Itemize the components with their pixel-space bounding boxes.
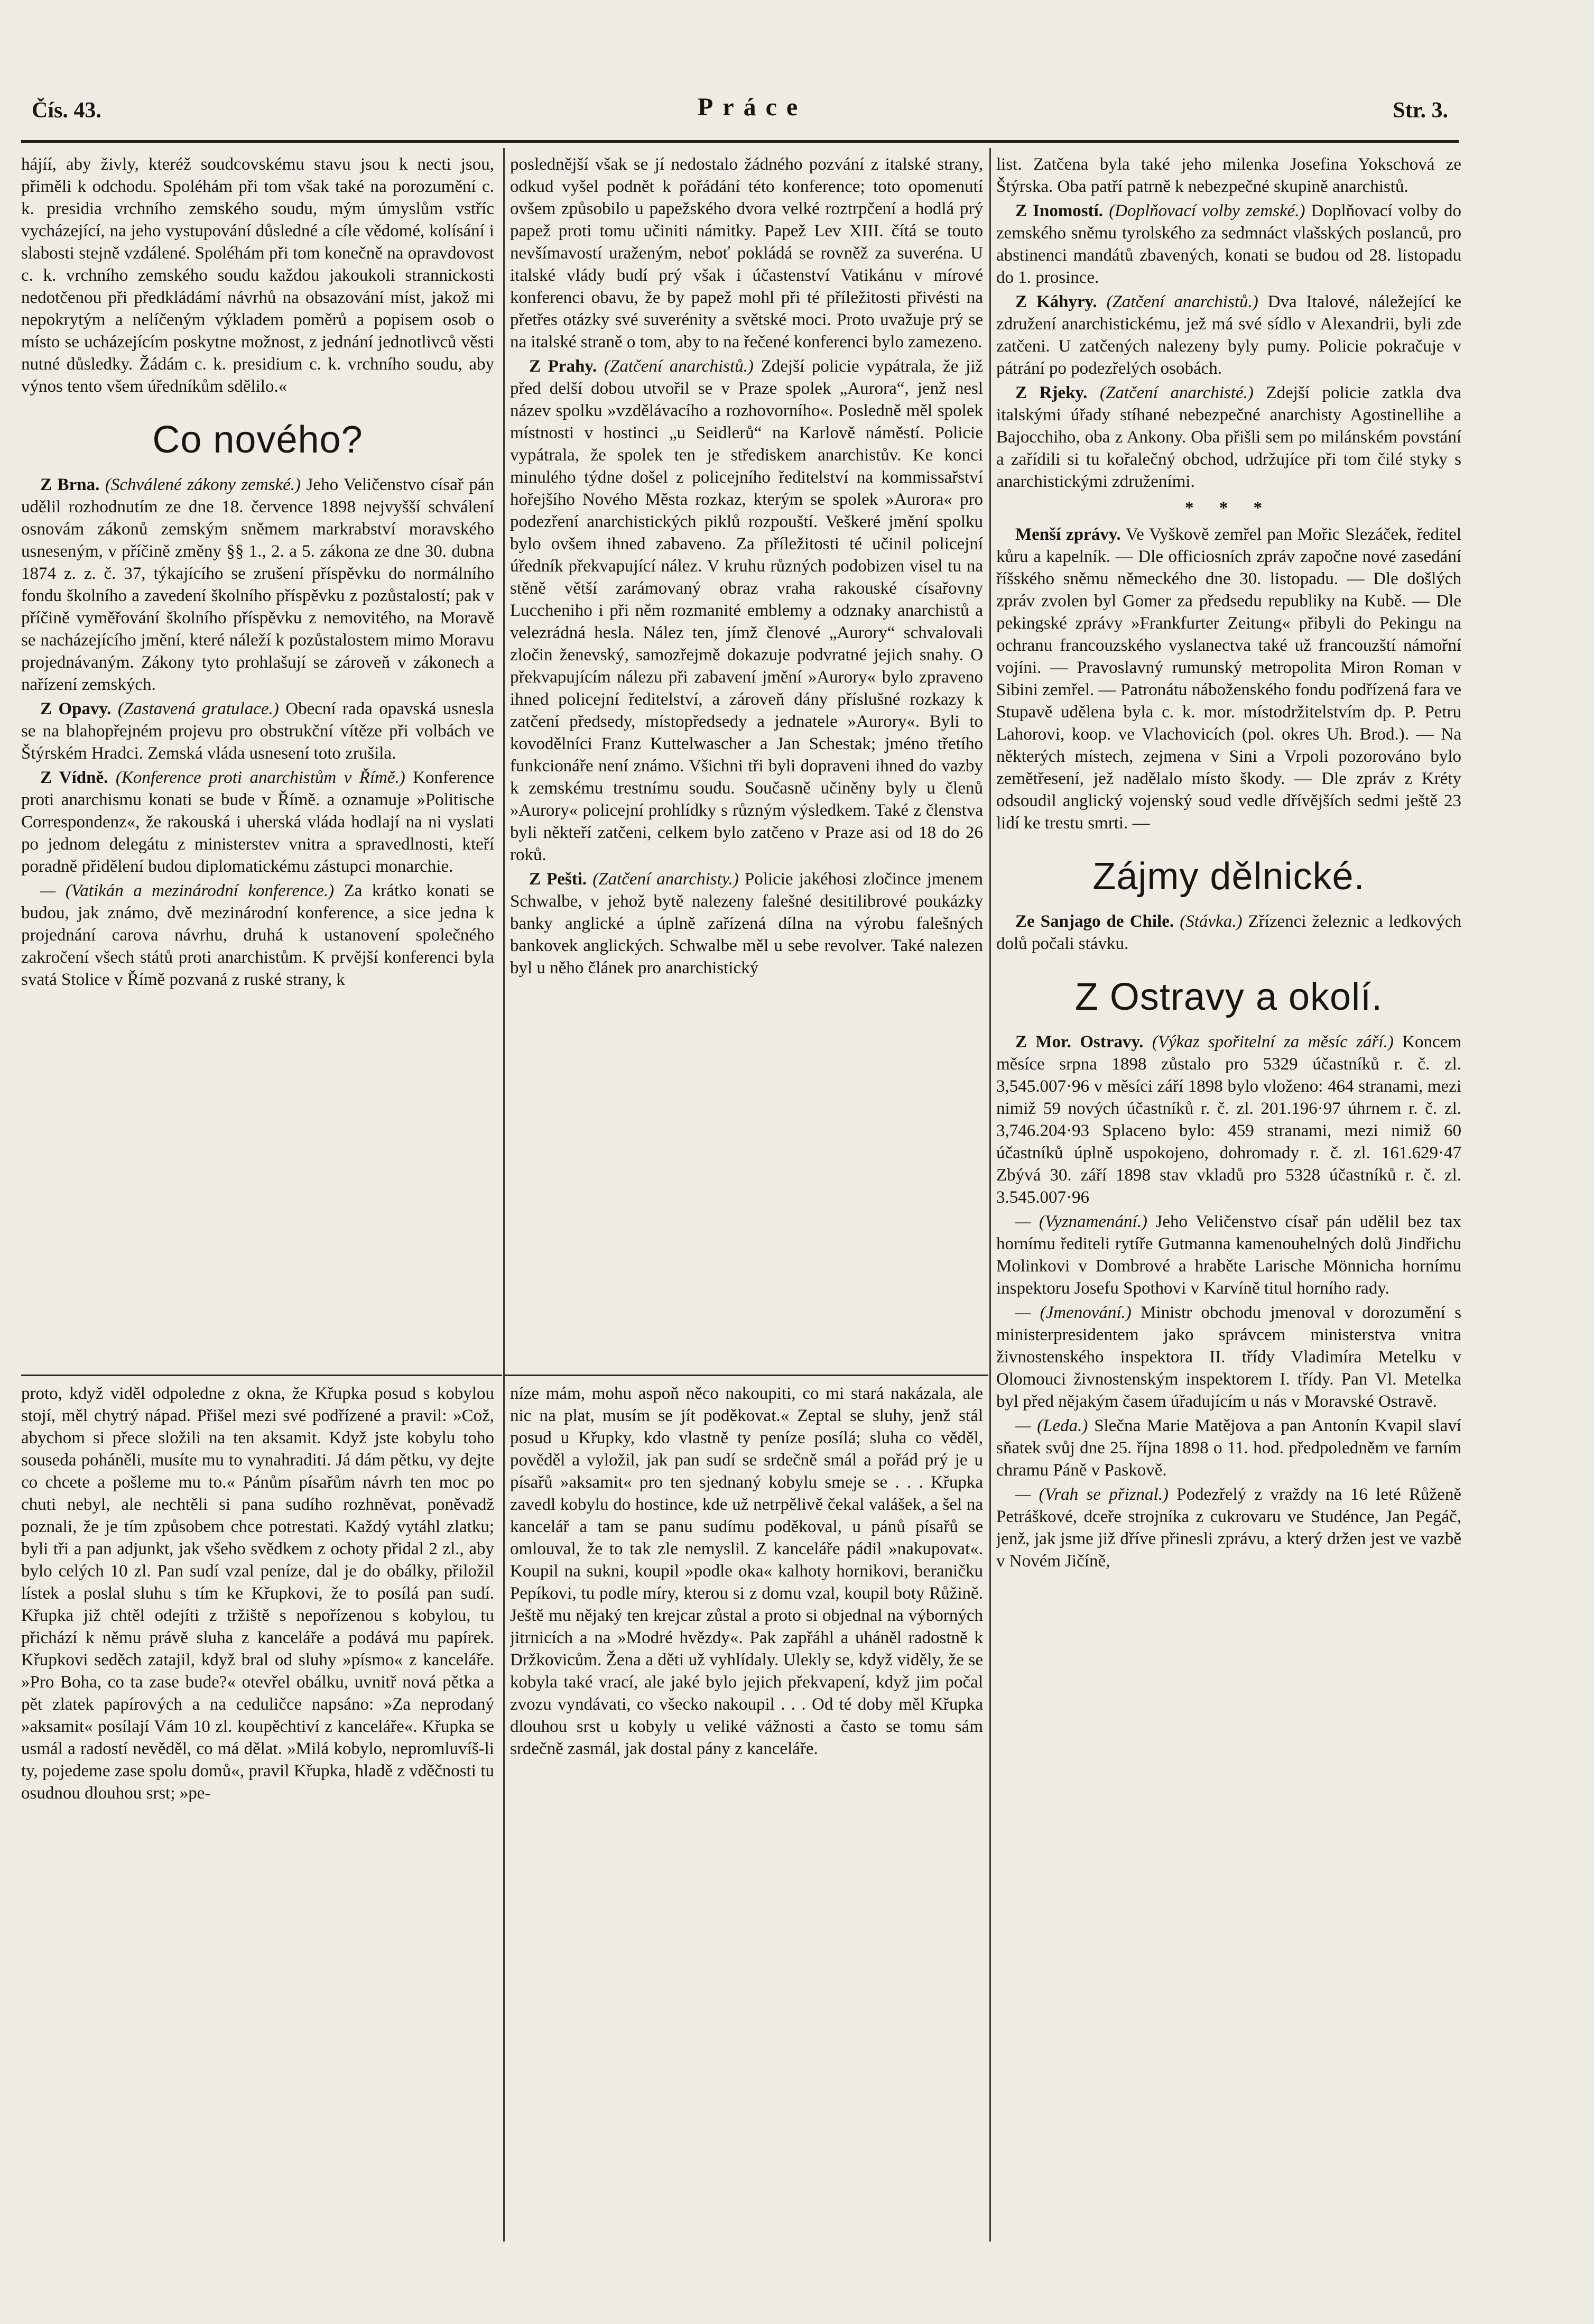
- news-text: Policie jakéhosi zločince jmenem Schwalbe, v jehož bytě nalezeny falešné desitilibrové poukázky banky anglické a úplně zařízená dílna na výrobu falešných bankovek anglických. Schwalbe měl u sebe revolver. Také nalezen byl u něho článek pro anarchistický: [510, 870, 983, 977]
- feuilleton-rule-1: [21, 1375, 502, 1376]
- page-number: Str. 3.: [1393, 98, 1448, 123]
- feuilleton-rule-2: [505, 1375, 988, 1376]
- news-text: Slečna Marie Matějova a pan Antonín Kvapil slaví sňatek svůj dne 25. října 1898 o 11. hod. předpoledněm ve farním chramu Páně v Paskově.: [996, 1416, 1461, 1480]
- news-item-vien: [21, 767, 494, 878]
- dateline: Z Rjeky.: [1015, 383, 1088, 402]
- rubric: (Konference proti anarchistům v Římě.): [115, 768, 405, 787]
- news-item-pest: [510, 868, 983, 979]
- column-2: [510, 153, 983, 1369]
- dateline: Ze Sanjago de Chile.: [1015, 912, 1174, 931]
- rubric: (Doplňovací volby zemské.): [1109, 201, 1305, 220]
- rubric: — (Vatikán a mezinárodní konference.): [40, 881, 335, 900]
- news-text: Podezřelý z vraždy na 16 leté Růženě Petráškové, dceře strojníka z cukrovaru ve Studénce, Jan Pegáč, jenž, jak jsme již dříve přinesli zprávu, a který držen jest ve vazbě v Novém Jičíně,: [996, 1485, 1461, 1571]
- rubric: (Schválené zákony zemské.): [105, 475, 301, 494]
- dateline: Z Mor. Ostravy.: [1015, 1032, 1144, 1052]
- news-text: Koncem měsíce srpna 1898 zůstalo pro 5329 účastníků r. č. zl. 3,545.007·96 v měsíci září 1898 bylo vloženo: 464 stranami, mezi nimiž 59 nových účastníků r. č. zl. 201.196·97 úhrnem r. č. zl. 3,746.204·93 Splaceno bylo: 459 stranami, mezi nimiž 60 účastníků úplně uspokojeno, dohromady r. č. zl. 161.629·47 Zbývá 30. září 1898 stav vkladů pro 5328 účastníků r. č. zl. 3.545.007·96: [996, 1032, 1461, 1207]
- dateline: Z Inomostí.: [1015, 201, 1104, 220]
- section-heading-ostrava: Z Ostravy a okolí.: [1074, 976, 1383, 1018]
- news-text: Doplňovací volby do zemského sněmu tyrolského za sedmnáct vlašských poslanců, pro abstinenci mandátů zbavených, konati se budou od 28. listopadu do 1. prosince.: [996, 201, 1461, 287]
- news-item-opava: [21, 698, 494, 764]
- news-item-vrah: [996, 1483, 1461, 1572]
- news-item-chile: [996, 910, 1461, 955]
- news-item-mensi: [996, 523, 1461, 834]
- column-1: [21, 153, 494, 1369]
- dateline: Z Vídně.: [40, 768, 108, 787]
- news-text: Obecní rada opavská usnesla se na blahopřejném projevu pro obstrukční vítěze při volbách ve Štýrském Hradci. Zemská vláda usnesení toto zrušila.: [21, 699, 494, 763]
- feuilleton-column-1: [21, 1382, 494, 2249]
- news-text: Ministr obchodu jmenoval v dorozumění s ministerpresidentem jako správcem ministerstva vnitra živnostenského inspektora II. třídy Vladimíra Metelku v Olomouci živnostenským inspektorem I. třídy. Pan Vl. Metelka byl před nějakým časem úřadujícím u nás v Moravské Ostravě.: [996, 1303, 1461, 1411]
- news-text: Ve Vyškově zemřel pan Mořic Slezáček, ředitel kůru a kapelník. — Dle officiosních zpráv započne nové zasedání říšského sněmu německého dne 30. listopadu. — Dle došlých zpráv zvolen byl Gomer za předsedu republiky na Kubě. — Dle pekingské zprávy »Frankfurter Zeitung« přibyli do Pekingu na ochranu francouzského vyslanectva také už francouzští námořní vojíni. — Pravoslavný rumunský metropolita Miron Roman v Sibini zemřel. — Patronátu náboženského fondu podřízená fara ve Stupavě udělena byla c. k. mor. místodržitelstvím dp. P. Petru Lahorovi, koop. ve Vlachovicích (pol. okres Uh. Brod.). — Na některých místech, zejmena v Sini a Vrpoli pozorováno bylo zemětřesení, jež nadělalo místo škody. — Dle zpráv z Kréty odsoudil anglický vojenský soud vedle dřívějších sedmi ještě 23 lidí ke trestu smrti. —: [996, 525, 1461, 833]
- rubric: (Výkaz spořitelní za měsíc září.): [1152, 1032, 1394, 1052]
- news-text: Zřízenci železnic a ledkových dolů počali stávku.: [996, 912, 1461, 953]
- news-text: Dva Italové, náležející ke združení anarchistickému, jež má své sídlo v Alexandrii, byli zde zatčeni. U zatčených nalezeny byly pumy. Policie pokračuje v pátrání po podezřelých osobách.: [996, 292, 1461, 378]
- dateline: Z Prahy.: [529, 357, 597, 376]
- rubric: (Zatčení anarchistů.): [1106, 292, 1258, 311]
- news-item-ostrava: [996, 1031, 1461, 1209]
- rubric: (Zastavená gratulace.): [117, 699, 279, 718]
- article-text: hájíí, aby živly, kteréž soudcovskému stavu jsou k necti jsou, přiměli k odchodu. Spoléhám při tom však také na porozumění c. k. presidia vrchního zemského soudu, mým úmyslům vstříc vycházející, na jeho vystupování důsledné a cíle vědomé, kolísání i slabosti stejně vzdálené. Spoléhám při tom konečně na opravdovost c. k. vrchního zemského soudu každou jakoukoli strannickosti nedotčenou při předkládámí návrhů na obsazování míst, jakož mi nepokrytým a nelíčeným výkladem poměrů a popisem osob o místo se ucházejícím poskytne možnost, z jednání jednotlivců věsti nutné důsledky. Žádám c. k. presidium c. k. vrchního soudu, aby výnos tento všem úředníkům sdělilo.«: [21, 155, 494, 396]
- feuilleton-column-2: [510, 1382, 983, 2249]
- news-item-rjeky: [996, 382, 1461, 493]
- news-text: Konference proti anarchismu konati se bude v Římě. a oznamuje »Politische Correspondenz«, že rakouská i uherská vláda hodlají na ni vyslati po jednom delegátu z ministerstev vnitra a spravedlnosti, kteří poradně přidělení budou diplomatickému zástupci monarchie.: [21, 768, 494, 876]
- page-header: [32, 87, 1448, 130]
- rubric: (Zatčení anarchisté.): [1099, 383, 1254, 402]
- feuilleton-text: níze mám, mohu aspoň něco nakoupiti, co mi stará nakázala, ale nic na plat, musím se jít poděkovat.« Zeptal se sluhy, jenž stál posud u Křupky, kdo vlastně ty peníze posílá; sluha co věděl, pověděl a vyložil, jak pan sudí se srdečně smál a pořád prý je u písařů »aksamit« pro ten sjednaný kobylu smeje se . . . Křupka zavedl kobylu do hostince, kde už netrpělivě čekal valášek, a šel na kancelář a tam se panu sudímu poděkoval, u pánů písařů se omlouval, že to tak zle nemyslil. Z kanceláře pádil »nakupovat«. Koupil na sukni, koupil »podle oka« kalhoty hornikovi, beraničku Pepíkovi, tu podle míry, kterou si z domu vzal, koupil boty Růžině. Ještě mu nějaký ten krejcar zůstal a proto si objednal na výborných jitrnicích a na »Modré hvězdy«. Pak zapřáhl a uháněl radostně k Držkovicům. Žena a děti už vyhlídaly. Ulekly se, když viděly, že se kobyla také vrací, ale jaké bylo jejich překvapení, když jim počal zvozu vyndávati, co všecko nakoupil . . . Od té doby měl Křupka dlouhou srst u kobyly u veliké vážnosti a často se tomu sám srdečně zasmál, jak dostal pány z kanceláře.: [510, 1384, 983, 1758]
- rubric: — (Jmenování.): [1015, 1303, 1132, 1322]
- dateline: Z Brna.: [40, 475, 100, 494]
- news-item-praha: [510, 355, 983, 866]
- section-heading-co-noveho: Co nového?: [152, 419, 363, 461]
- rubric: — (Leda.): [1015, 1416, 1088, 1435]
- column-3: [996, 153, 1461, 2247]
- news-item-inomosti: [996, 200, 1461, 289]
- dateline: Z Opavy.: [40, 699, 112, 718]
- section-heading-zajmy: Zájmy dělnické.: [1092, 855, 1365, 898]
- feuilleton-text: proto, když viděl odpoledne z okna, že Křupka posud s kobylou stojí, měl chytrý nápad. Přišel mezi své podřízené a pravil: »Což, abychom si přece složili na ten aksamit. Když jste kobylu toho souseda poháněli, musíte mu to vynahraditi. Já dám pětku, vy dejte co chcete a pošleme mu to.« Pánům písařům návrh ten moc po chuti nebyl, ale nechtěli si pana sudího rozhněvat, poněvadž poznali, že je tím způsobem chce potrestati. Každý vytáhl zlatku; byli tři a pan adjunkt, jak všeho svědkem z ochoty přidal 2 zl., aby bylo celých 10 zl. Pan sudí vzal peníze, dal je do obálky, přiložil lístek a poslal sluhu s tím ke Křupkovi, že to posílá pan sudí. Křupka již chtěl odejíti z tržiště s nepořízenou s kobylou, tu přichází k němu právě sluha z kanceláře a podává mu papírek. Křupkovi seděch zatajil, když bral od sluhy »písmo« z kanceláře. »Pro Boha, co ta zase bude?« otevřel obálku, uvnitř nová pětka a pět zlatek papírových a na ceduličce napsáno: »Za neprodaný »aksamit« posílají Vám 10 zl. koupěchtiví z kanceláře«. Křupka se usmál a radostí nevěděl, co má dělat. »Milá kobylo, nepromluvíš-li ty, pojedeme zase spolu domů«, pravil Křupka, hladě z vděčnosti tu osudnou dlouhou srst; »pe-: [21, 1384, 494, 1803]
- header-rule: [21, 140, 1459, 143]
- news-item-vyznamenani: [996, 1211, 1461, 1299]
- article-text: poslednější však se jí nedostalo žádného pozvání z italské strany, odkud vyšel podnět k pořádání této konference; toto opomenutí ovšem způsobilo u papežského dvora velké roztrpčení a hodlá prý papež proti tomu učiniti námitky. Papež Lev XIII. čítá se touto nevšímavostí uraženým, neboť pokládá se rovněž za suveréna. U italské vlády budí prý však i účastenství Vatikánu v mírové konferenci obavu, že by papež mohl při té příležitosti přivésti na přetřes otázky své suverénity a světské moci. Proto uvažuje prý se na italské straně o tom, aby to na řečené konferenci bylo zamezeno.: [510, 155, 983, 352]
- dateline: Z Káhyry.: [1015, 292, 1097, 311]
- section-stars: * * *: [1185, 499, 1273, 518]
- column-rule-1: [503, 148, 505, 2242]
- news-text: Za krátko konati se budou, jak známo, dvě mezinárodní konference, a sice jedna k projednání carova návrhu, druhá k ustanovení společného zakročení všech států proti anarchistům. K prvější konferenci byla svatá Stolice v Římě pozvaná z ruské strany, k: [21, 881, 494, 989]
- rubric: (Zatčení anarchistů.): [604, 357, 754, 376]
- news-text: Zdejší policie zatkla dva italskými úřady stíhané nebezpečné anarchisty Agostinellihe a Bajocchiho, oba z Ankony. Oba přišli sem po milánském povstání a zařídili si tu kořalečný obchod, udržujíce při tom čilé styky s anarchistickými združeními.: [996, 383, 1461, 491]
- rubric: — (Vrah se přiznal.): [1015, 1485, 1169, 1504]
- issue-number: Čís. 43.: [32, 98, 101, 123]
- news-item-kahyry: [996, 291, 1461, 380]
- dateline: Menší zprávy.: [1015, 525, 1121, 544]
- news-text: Jeho Veličenstvo císař pán udělil rozhodnutím ze dne 18. července 1898 nejvyšší schválení osnovám zákonů zemským sněmem markrabství moravského usneseným, v příčině změny §§ 1., 2. a 5. zákona ze dne 30. dubna 1874 z. z. č. 37, týkajícího se zrušení příspěvku do normálního fondu školního a zavedení školního příspěvku z pozůstalostí; pak v příčině vyměřování školního příspěvku z nemovitého, na Moravě se nacházejícího jmění, které náleží k pozůstalostem mimo Moravu projednávaným. Zákony tyto prohlašují se zároveň v zákonech a nařízení zemských.: [21, 475, 494, 694]
- news-text: Jeho Veličenstvo císař pán udělil bez tax hornímu řediteli rytíře Gutmanna kamenouhelných dolů Jindřichu Molinkovi v Dombrové a hraběte Larische Mönnicha hornímu inspektoru Josefu Spothovi v Karvíně titul horního rady.: [996, 1212, 1461, 1298]
- newspaper-title: Práce: [698, 93, 808, 121]
- news-item-jmenovani: [996, 1302, 1461, 1413]
- rubric: (Stávka.): [1180, 912, 1243, 931]
- news-item-vatikan: [21, 880, 494, 991]
- news-item-brno: [21, 474, 494, 696]
- dateline: Z Pešti.: [529, 870, 587, 889]
- rubric: (Zatčení anarchisty.): [592, 870, 739, 889]
- news-item-leda: [996, 1415, 1461, 1481]
- news-text: Zdejší policie vypátrala, že již před delší dobou utvořil se v Praze spolek „Aurora“, jenž nesl název spolku »vzdělávacího a rozhovorního«. Posledně měl spolek místnosti v hostinci „u Seidlerů“ na Karlově náměstí. Policie vypátrala, že spolek ten je střediskem anarchistův. Ke konci minulého týdne došel z policejního ředitelství na kommissařství hořejšího Nového Města rozkaz, kterým se spolek »Aurora« pro podezření anarchistických piklů rozpouští. Veškeré jmění spolku bylo ovšem ihned zabaveno. Za příležitosti té učinil policejní úředník překvapující nález. V kruhu různých podobizen visel tu na stěně větší zarámovaný obraz vraha rakouské císařovny Luccheniho i při něm rozmanité emblemy a odznaky anarchistů a velezrádná hesla. Nález ten, jímž členové „Aurory“ schvalovali zločin ženevský, samozřejmě dokazuje podvratné jejich snahy. O překvapujícím nálezu při zabavení jmění »Aurory« bylo zpraveno ihned policejní ředitelství, a zároveň dány příslušné rozkazy k zatčení předsedy, místopředsedy a jednatele »Aurory«. Byli to kovodělníci Franz Kuttelwascher a Jan Schestak; jméno třetího funkcionáře není známo. Všichni tři byli dopraveni ihned do vazby k zemskému trestnímu soudu. Současně učiněny byly u členů »Aurory« policejní prohlídky s různým výsledkem. Také z členstva byli někteří zatčeni, celkem bylo zatčeno v Praze asi od 18 do 26 roků.: [510, 357, 983, 864]
- article-text: list. Zatčena byla také jeho milenka Josefina Yokschová ze Štýrska. Oba patří patrně k nebezpečné skupině anarchistů.: [996, 155, 1461, 196]
- rubric: — (Vyznamenání.): [1015, 1212, 1147, 1231]
- column-rule-2: [989, 148, 991, 2242]
